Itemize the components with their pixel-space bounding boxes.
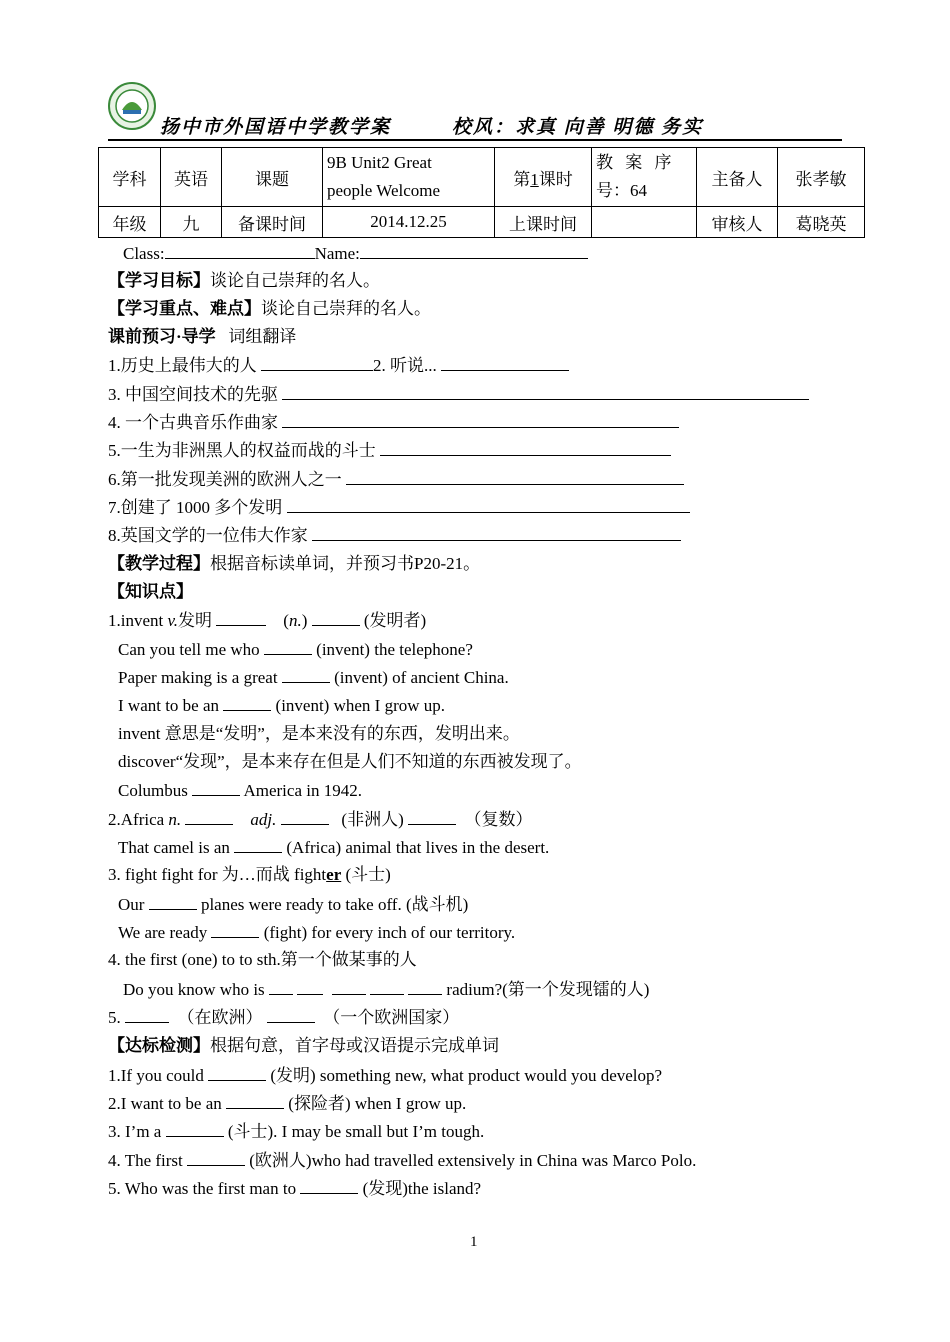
phrase-8-blank[interactable] [312,522,681,541]
k4-s1-a: Do you know who is [123,980,265,999]
k1-line [108,607,426,634]
header-rule [108,139,842,141]
subject-value: 英语 [161,148,222,207]
topic-value [323,148,495,207]
k1-s3 [118,692,445,719]
k3-s1-a: Our [118,895,145,914]
objectives [108,268,380,294]
k1-s1-b: (invent) the telephone? [316,640,473,659]
phrase-4-blank[interactable] [282,409,679,428]
school-logo [108,82,156,130]
k1-s4 [118,777,362,804]
test-text: 根据句意，首字母或汉语提示完成单词 [210,1036,499,1055]
plan-number-line-2: 号：64 [596,181,647,200]
k1-s3-a: I want to be an [118,696,220,715]
k2-pos: n. [168,810,182,829]
k4-blank-4[interactable] [370,976,404,995]
test-4-a: 4. The first [108,1151,183,1170]
period-prefix: 第 [513,169,531,189]
phrase-5: 5.一生为非洲黑人的权益而战的斗士 [108,441,376,460]
lesson-info-table [98,147,865,238]
k1-s3-b: (invent) when I grow up. [275,696,446,715]
school-title: 扬中市外国语中学教学案 [160,117,392,138]
k3-s1-blank[interactable] [149,891,197,910]
test-3-b: (斗士). I may be small but I’m tough. [227,1122,485,1141]
class-time-label: 上课时间 [495,207,592,238]
k1-s2-blank[interactable] [282,664,330,683]
phrase-7-line [108,494,690,521]
k5-number: 5. [108,1008,121,1027]
class-blank[interactable] [165,240,315,259]
keypoints [108,296,431,322]
k1-s2-b: (invent) of ancient China. [334,668,509,687]
k2-s1 [118,834,549,861]
phrase-5-line [108,437,671,464]
k2-blank-2[interactable] [281,806,329,825]
page-number: 1 [470,1234,478,1250]
prep-time-value: 2014.12.25 [323,207,495,238]
test-5-b: (发现)the island? [362,1179,482,1198]
topic-line-1: 9B Unit2 Great [327,153,432,172]
school-motto: 校风：求真 向善 明德 务实 [452,117,704,138]
name-label: Name: [314,244,360,263]
k1-s1-blank[interactable] [264,636,312,655]
reviewer-value: 葛晓英 [778,207,865,238]
class-time-value [592,207,697,238]
k5-line [108,1004,459,1031]
preview-sub: 词组翻译 [228,327,297,346]
k1-pos: v. [167,611,179,630]
test [108,1033,499,1059]
phrase-3: 3. 中国空间技术的先驱 [108,385,278,404]
topic-line-2: people Welcome [327,181,441,200]
k4-blank-3[interactable] [332,976,366,995]
k1-s4-b: America in 1942. [243,781,362,800]
k1-s1 [118,636,473,663]
k3-note: (斗士) [341,865,391,884]
k3-word: 3. fight fight for 为…而战 fight [108,865,327,884]
k1-note-1: invent 意思是“发明”，是本来没有的东西，发明出来。 [118,724,520,743]
subject-label: 学科 [99,148,161,207]
test-2-a: 2.I want to be an [108,1094,222,1113]
k1-s2-a: Paper making is a great [118,668,278,687]
k5-note-2: （一个欧洲国家） [323,1008,460,1027]
phrase-7: 7.创建了 1000 多个发明 [108,498,283,517]
test-4-b: (欧洲人)who had travelled extensively in China was Marco Polo. [249,1151,697,1170]
phrase-4-line [108,409,679,436]
phrase-6-blank[interactable] [346,466,684,485]
objectives-text: 谈论自己崇拜的名人。 [210,271,380,290]
process [108,551,480,577]
grade-value: 九 [161,207,222,238]
phrase-3-blank[interactable] [282,381,809,400]
k5-blank-2[interactable] [267,1004,315,1023]
k1-noun-pos: n. [288,611,302,630]
phrase-6: 6.第一批发现美洲的欧洲人之一 [108,470,342,489]
test-4-blank[interactable] [187,1147,245,1166]
test-4 [108,1147,696,1174]
k3-s2-b: (fight) for every inch of our territory. [263,923,516,942]
k2-blank-3[interactable] [408,806,456,825]
test-5-blank[interactable] [300,1175,358,1194]
k3-s1 [118,891,468,918]
k3-s2 [118,919,515,946]
plan-number-line-1: 教 案 序 [596,153,676,172]
test-heading: 【达标检测】 [108,1036,210,1055]
k1-open-paren: ( [283,611,289,630]
k2-blank-1[interactable] [185,806,233,825]
prep-time-label: 备课时间 [222,207,323,238]
k2-note-2: （复数） [464,810,533,829]
test-2-b: (探险者) when I grow up. [288,1094,467,1113]
test-2-blank[interactable] [226,1090,284,1109]
phrase-7-blank[interactable] [287,494,690,513]
test-5 [108,1175,481,1202]
test-5-a: 5. Who was the first man to [108,1179,297,1198]
preparer-label: 主备人 [697,148,778,207]
grade-label: 年级 [99,207,161,238]
phrase-2: 2. 听说... [373,356,437,375]
k3-line [108,862,391,888]
test-1-b: (发明) something new, what product would you develop? [270,1066,663,1085]
k1-note: (发明者) [363,611,427,630]
k2-adj-pos: adj. [250,810,277,829]
test-1-blank[interactable] [208,1062,266,1081]
topic-label: 课题 [222,148,323,207]
k3-s1-b: planes were ready to take off. (战斗机) [200,895,469,914]
keypoints-heading: 【学习重点、难点】 [108,299,261,318]
keypoints-text: 谈论自己崇拜的名人。 [261,299,431,318]
knowledge-heading: 【知识点】 [108,582,193,601]
k3-s2-blank[interactable] [211,919,259,938]
k4-line: 4. the first (one) to to sth.第一个做某事的人 [108,950,417,969]
k1-word: 1.invent [108,611,168,630]
phrase-8: 8.英国文学的一位伟大作家 [108,526,308,545]
test-3 [108,1118,484,1145]
k4-s1-b: radium?(第一个发现镭的人) [446,980,650,999]
k2-word: 2.Africa [108,810,169,829]
preview-heading: 课前预习·导学 [108,327,216,346]
k1-s2 [118,664,509,691]
k1-s4-blank[interactable] [192,777,240,796]
objectives-heading: 【学习目标】 [108,271,210,290]
phrase-2-blank[interactable] [441,352,569,371]
test-1 [108,1062,662,1089]
preparer-value: 张孝敏 [778,148,865,207]
plan-number [592,148,697,207]
phrase-1: 1.历史上最伟大的人 [108,356,257,375]
k1-blank-1[interactable] [216,607,266,626]
k1-s4-a: Columbus [118,781,188,800]
phrase-1-2 [108,352,569,379]
test-2 [108,1090,466,1117]
k1-note-2: discover“发现”，是本来存在但是人们不知道的东西被发现了。 [118,752,582,771]
test-3-blank[interactable] [166,1118,224,1137]
test-3-a: 3. I’m a [108,1122,162,1141]
k5-note-1: （在欧洲） [177,1008,263,1027]
k1-s1-a: Can you tell me who [118,640,260,659]
k2-s1-blank[interactable] [234,834,282,853]
class-label: Class: [123,244,165,263]
k4-s1 [123,976,649,1003]
phrase-5-blank[interactable] [380,437,671,456]
period-suffix: 课时 [538,169,573,189]
phrase-8-line [108,522,681,549]
preview [108,324,296,350]
k4-blank-1[interactable] [269,976,293,995]
k1-blank-2[interactable] [312,607,360,626]
phrase-1-blank[interactable] [261,352,373,371]
k2-s1-a: That camel is an [118,838,230,857]
k1-s3-blank[interactable] [223,692,271,711]
k3-s2-a: We are ready [118,923,208,942]
k2-s1-b: (Africa) animal that lives in the desert. [286,838,550,857]
k3-suffix: er [326,865,342,884]
phrase-3-line [108,381,809,408]
k4-blank-5[interactable] [408,976,442,995]
k1-meaning: 发明 [178,611,213,630]
k2-line [108,806,532,833]
test-1-a: 1.If you could [108,1066,204,1085]
phrase-6-line [108,466,684,493]
k2-note-1: (非洲人) [341,810,404,829]
k1-close-paren: ) [301,611,308,630]
period-cell [495,148,592,207]
k4-blank-2[interactable] [297,976,323,995]
process-text: 根据音标读单词，并预习书P20-21。 [210,554,481,573]
period-number: 1 [530,169,539,189]
name-blank[interactable] [360,240,588,259]
knowledge [108,579,193,605]
class-name-line [123,240,588,267]
phrase-4: 4. 一个古典音乐作曲家 [108,413,278,432]
k5-blank-1[interactable] [125,1004,169,1023]
process-heading: 【教学过程】 [108,554,210,573]
reviewer-label: 审核人 [697,207,778,238]
